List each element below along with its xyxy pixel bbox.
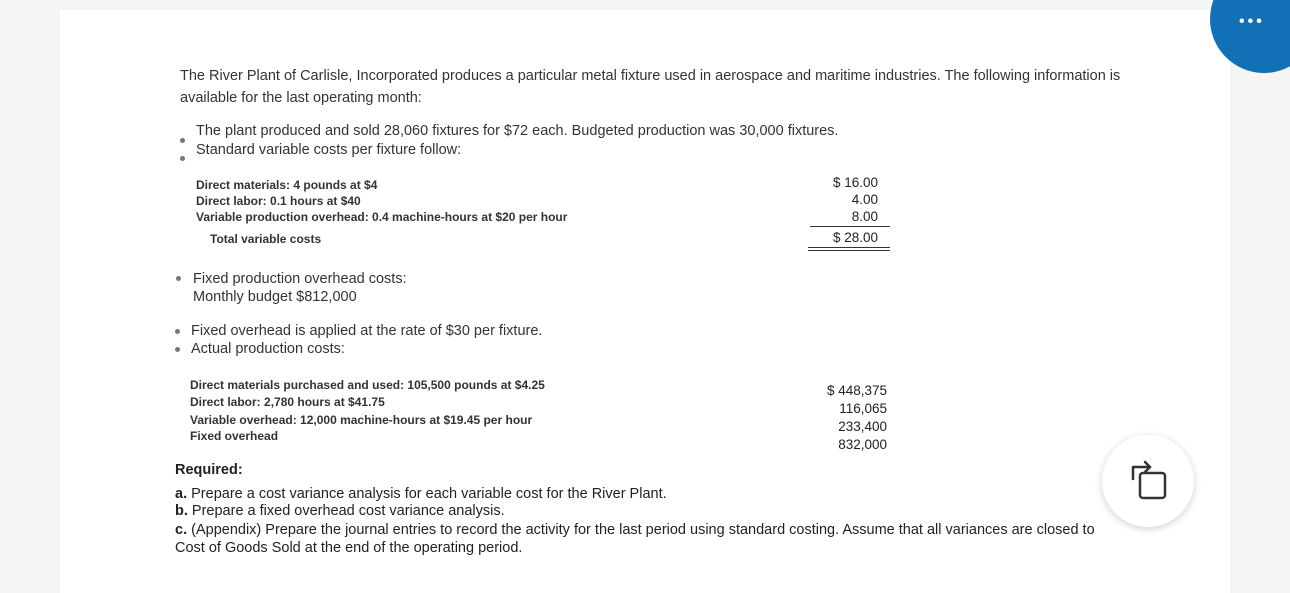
ellipsis-icon: •••: [1239, 13, 1265, 30]
bullet-dot: [175, 347, 180, 352]
more-options-button[interactable]: [1210, 0, 1290, 73]
required-item-a: [175, 486, 667, 502]
actual-cost-label-variable-overhead: Variable overhead: 12,000 machine-hours at $19.45 per hour: [190, 413, 533, 427]
std-cost-total-label: Total variable costs: [210, 232, 322, 246]
actual-cost-value-fixed-overhead: 832,000: [838, 437, 887, 452]
required-c-prefix: c.: [175, 522, 188, 538]
document-page: [60, 10, 1265, 593]
intro-line-1: The River Plant of Carlisle, Incorporated produces a particular metal fixture used in aerospace and maritime industries. The following information is: [180, 68, 1121, 84]
bullet-actual-costs: Actual production costs:: [191, 341, 345, 357]
required-b-text: Prepare a fixed overhead cost variance analysis.: [191, 503, 505, 519]
bullet-applied-rate: Fixed overhead is applied at the rate of $30 per fixture.: [191, 323, 543, 339]
intro-line-2: available for the last operating month:: [180, 90, 422, 106]
std-cost-value-labor: 4.00: [851, 192, 878, 207]
required-item-c-continued: Cost of Goods Sold at the end of the operating period.: [175, 540, 523, 556]
required-a-text: Prepare a cost variance analysis for each variable cost for the River Plant.: [191, 486, 667, 502]
bullet-dot: [180, 156, 185, 161]
total-double-rule-bottom: [808, 250, 890, 251]
std-cost-label-labor: Direct labor: 0.1 hours at $40: [196, 194, 361, 208]
expand-icon: [1102, 435, 1194, 527]
bullet-fixed-overhead: Fixed production overhead costs:: [193, 271, 407, 287]
bullet-dot: [176, 276, 181, 281]
required-item-c: [175, 522, 1095, 538]
bullet-production: The plant produced and sold 28,060 fixtures for $72 each. Budgeted production was 30,000 fixtures.: [196, 123, 839, 139]
std-cost-value-materials: $ 16.00: [832, 175, 878, 190]
required-c-text: (Appendix) Prepare the journal entries to record the activity for the last period using standard costing. Assume that all variances are closed to: [191, 522, 1095, 538]
actual-cost-label-labor: Direct labor: 2,780 hours at $41.75: [190, 395, 385, 409]
actual-cost-value-labor: 116,065: [839, 401, 887, 416]
actual-cost-value-variable-overhead: 233,400: [838, 419, 887, 434]
bullet-dot: [175, 329, 180, 334]
fixed-overhead-budget: Monthly budget $812,000: [193, 289, 357, 305]
std-cost-value-overhead: 8.00: [851, 209, 878, 224]
std-cost-label-overhead: Variable production overhead: 0.4 machine-hours at $20 per hour: [196, 210, 568, 224]
std-cost-label-materials: Direct materials: 4 pounds at $4: [196, 178, 378, 192]
actual-cost-label-materials: Direct materials purchased and used: 105,500 pounds at $4.25: [190, 378, 545, 392]
bullet-dot: [180, 138, 185, 143]
required-b-prefix: b.: [175, 503, 188, 519]
bullet-standard-costs: Standard variable costs per fixture follow:: [196, 142, 462, 158]
actual-cost-label-fixed-overhead: Fixed overhead: [190, 429, 279, 443]
total-double-rule-top: [808, 247, 890, 248]
expand-button[interactable]: [1102, 435, 1194, 527]
actual-cost-value-materials: $ 448,375: [826, 383, 887, 398]
subtotal-rule: [810, 226, 890, 227]
std-cost-total-value: $ 28.00: [832, 230, 878, 245]
required-item-b: [175, 503, 505, 519]
required-a-prefix: a.: [175, 486, 188, 502]
required-heading: Required:: [175, 462, 243, 478]
